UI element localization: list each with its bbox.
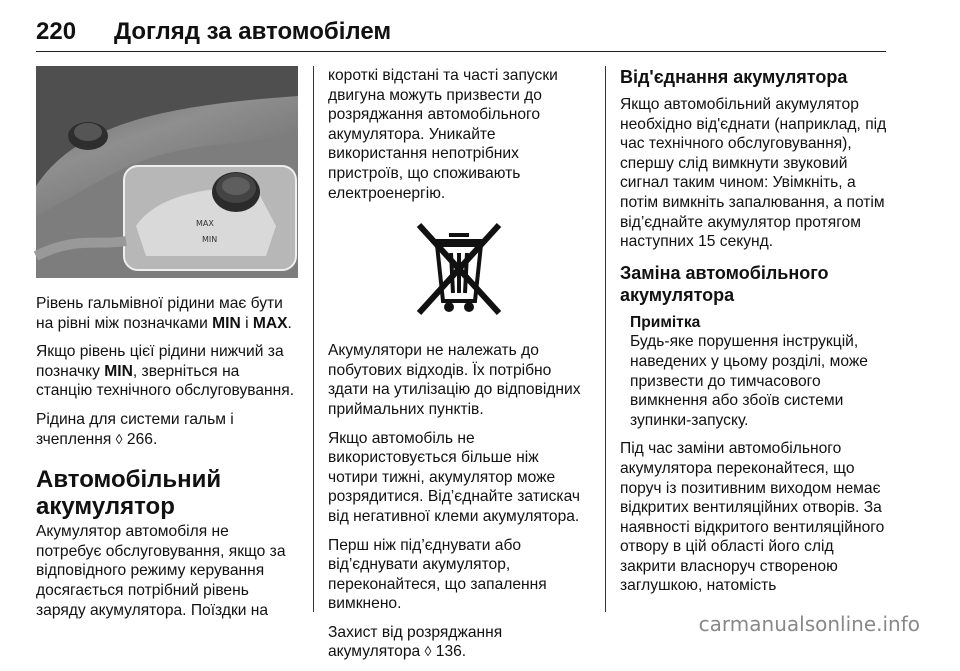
- paragraph-battery-intro: Акумулятор автомобіля не потребує обслуговування, якщо за відповідного режиму керування досягається потрібний рівень заряду акумулятора. Поїздки на: [36, 523, 286, 619]
- cross-reference-link[interactable]: 266.: [126, 430, 158, 448]
- note-title: Примітка: [630, 313, 701, 331]
- paragraph-brake-fluid-level: Рівень гальмівної рідини має бути на рівні між позначками MIN і MAX.: [36, 295, 292, 332]
- page-number: 220: [36, 18, 77, 45]
- column-right: [620, 66, 888, 605]
- note-text: Будь-яке порушення інструкцій, наведених у цьому розділі, може призвести до тимчасового вимкнення або збоїв системи зупинки-запуску.: [630, 333, 868, 429]
- paragraph-ignition-off: Перш ніж під’єднувати або від’єднувати акумулятор, переконайтеся, що запалення вимкнено.: [328, 536, 547, 613]
- column-divider: [605, 66, 606, 612]
- paragraph-below-min: Якщо рівень цієї рідини нижчий за позначку MIN, зверніться на станцію технічного обслуговування.: [36, 343, 295, 400]
- watermark: carmanualsonline.info: [698, 612, 920, 636]
- note-box: [620, 313, 888, 431]
- section-heading-disconnect: Від'єднання акумулятора: [620, 67, 848, 87]
- svg-text:MAX: MAX: [196, 219, 214, 228]
- section-heading-replacement: Заміна автомобільного акумулятора: [620, 262, 829, 305]
- paragraph-replacement-vent: Під час заміни автомобільного акумулятора переконайтеся, що поруч із позитивним виходом немає відкритих вентиляційних отворів. За наявності відкритого вентиляційного отвору в цій області його слід закрити власноруч створеною заглушкою, натомість: [620, 440, 885, 595]
- paragraph-discharge-protection: Захист від розряджання акумулятора ◊ 136.: [328, 623, 503, 661]
- section-heading-battery: Автомобільний акумулятор: [36, 466, 222, 521]
- cross-reference-link[interactable]: 136.: [435, 643, 467, 661]
- crossed-out-bin-icon: [409, 215, 509, 323]
- paragraph-short-trips: короткі відстані та часті запуски двигуна можуть призвести до розряджання автомобільного акумулятора. Уникайте використання непотрібних пристроїв, що споживають електроенергію.: [328, 67, 558, 202]
- svg-text:MIN: MIN: [202, 235, 218, 244]
- column-divider: [313, 66, 314, 612]
- cross-reference-icon: ◊: [424, 643, 432, 660]
- brake-fluid-reservoir-photo: [36, 66, 298, 278]
- paragraph-disposal: Акумулятори не належать до побутових відходів. Їх потрібно здати на утилізацію до відповідних приймальних пунктів.: [328, 342, 581, 418]
- column-middle: [328, 66, 590, 671]
- paragraph-disconnect-procedure: Якщо автомобільний акумулятор необхідно від'єднати (наприклад, під час технічного обслуговування), спершу слід вимкнути звуковий сигнал таким чином: Увімкніть, а потім вимкніть запалювання, а потім від’єднайте акумулятор протягом наступних 15 секунд.: [620, 96, 887, 251]
- page-header: [36, 12, 886, 52]
- cross-reference-icon: ◊: [115, 430, 123, 447]
- page-title: Догляд за автомобілем: [114, 18, 392, 45]
- engine-bay-illustration: [36, 66, 298, 278]
- paragraph-brake-fluid-reference: Рідина для системи гальм і зчеплення ◊ 266.: [36, 410, 234, 448]
- paragraph-four-weeks: Якщо автомобіль не використовується більше ніж чотири тижні, акумулятор може розрядитися. Від’єднайте затискач від негативної клеми акумулятора.: [328, 429, 581, 525]
- column-left: [36, 66, 298, 629]
